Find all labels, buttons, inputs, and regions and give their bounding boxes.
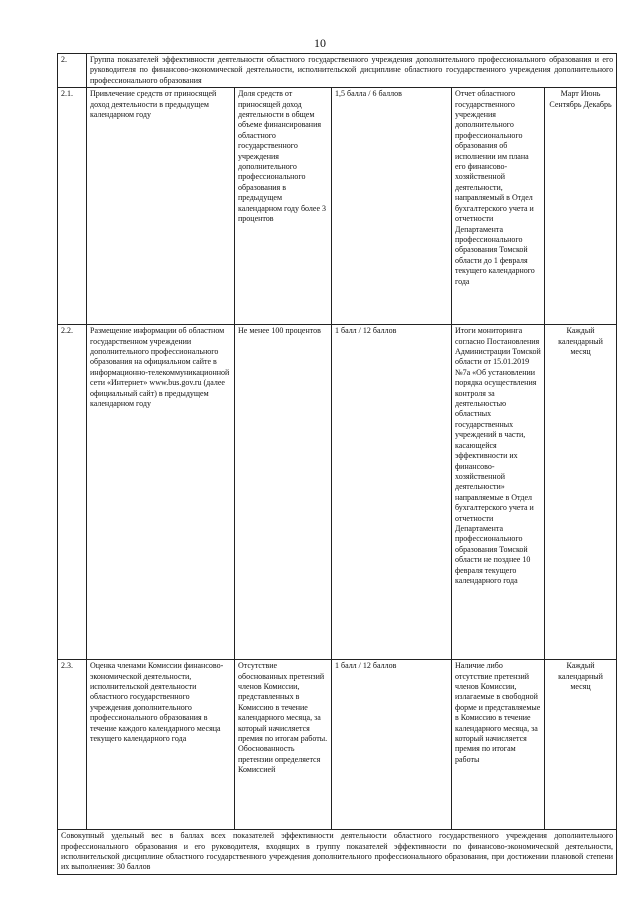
criterion-text: Отсутствие обоснованных претензий членов Комиссии, представленных в Комиссию в течение календарного месяца, за который начисляется премия по итогам работы. Обоснованность претензии определяется Комиссией (235, 660, 332, 830)
table-row (58, 660, 617, 830)
row-number: 2.1. (58, 88, 87, 325)
total-text: Совокупный удельный вес в баллах всех показателей эффективности деятельности областного государственного учреждения дополнительного профессионального образования и его руководителя, входящих в группу показателей эффективности по финансово-экономической деятельности, исполнительской дисциплине областного государственного учреждения дополнительного профессионального образования, при достижении плановой степени их выполнения: 30 баллов (58, 830, 617, 875)
criterion-text: Доля средств от приносящей доход деятельности в общем объеме финансирования областного государственного учреждения дополнительного профессионального образования в предыдущем календарном году более 3 процентов (235, 88, 332, 325)
group-number: 2. (58, 54, 87, 88)
page-number: 10 (314, 36, 326, 50)
source-text: Итоги мониторинга согласно Постановления Администрации Томской области от 15.01.2019 №7а «Об установлении порядка осуществления контроля за деятельностью областных государственных учреждений в части, касающейся эффективности их финансово-хозяйственной деятельности» направляемые в Отдел бухгалтерского учета и отчетности Департамента профессионального образования Томской области не позднее 10 февраля текущего календарного года (452, 325, 545, 660)
source-text: Отчет областного государственного учреждения дополнительного профессионального образования об исполнении им плана его финансово-хозяйственной деятельности, направляемый в Отдел бухгалтерского учета и отчетности Департамента профессионального образования Томской области до 1 февраля текущего календарного года (452, 88, 545, 325)
points-text: 1 балл / 12 баллов (332, 660, 452, 830)
indicator-text: Оценка членами Комиссии финансово-экономической деятельности, исполнительской деятельности областного государственного учреждения дополнительного профессионального образования в течение каждого календарного месяца текущего календарного года (87, 660, 235, 830)
table-row (58, 88, 617, 325)
indicator-text: Привлечение средств от приносящей доход деятельности в предыдущем календарном году (87, 88, 235, 325)
period-text: Каждый календарный месяц (545, 325, 617, 660)
period-text: Март Июнь Сентябрь Декабрь (545, 88, 617, 325)
row-number: 2.2. (58, 325, 87, 660)
group-title: Группа показателей эффективности деятельности областного государственного учреждения дополнительного профессионального образования и его руководителя по финансово-экономической деятельности, исполнительской дисциплине областного государственного учреждения дополнительного профессионального образования (87, 54, 617, 88)
indicator-text: Размещение информации об областном государственном учреждении дополнительного профессионального образования на официальном сайте в информационно-телекоммуникационной сети «Интернет» www.bus.gov.ru (далее официальный сайт) в предыдущем календарном году (87, 325, 235, 660)
row-number: 2.3. (58, 660, 87, 830)
period-text: Каждый календарный месяц (545, 660, 617, 830)
points-text: 1,5 балла / 6 баллов (332, 88, 452, 325)
indicators-table (57, 53, 617, 875)
total-row (58, 830, 617, 875)
table-row (58, 325, 617, 660)
points-text: 1 балл / 12 баллов (332, 325, 452, 660)
group-row (58, 54, 617, 88)
criterion-text: Не менее 100 процентов (235, 325, 332, 660)
source-text: Наличие либо отсутствие претензий членов Комиссии, излагаемые в свободной форме и представляемые в Комиссию в течение календарного месяца, за который начисляется премия по итогам работы (452, 660, 545, 830)
